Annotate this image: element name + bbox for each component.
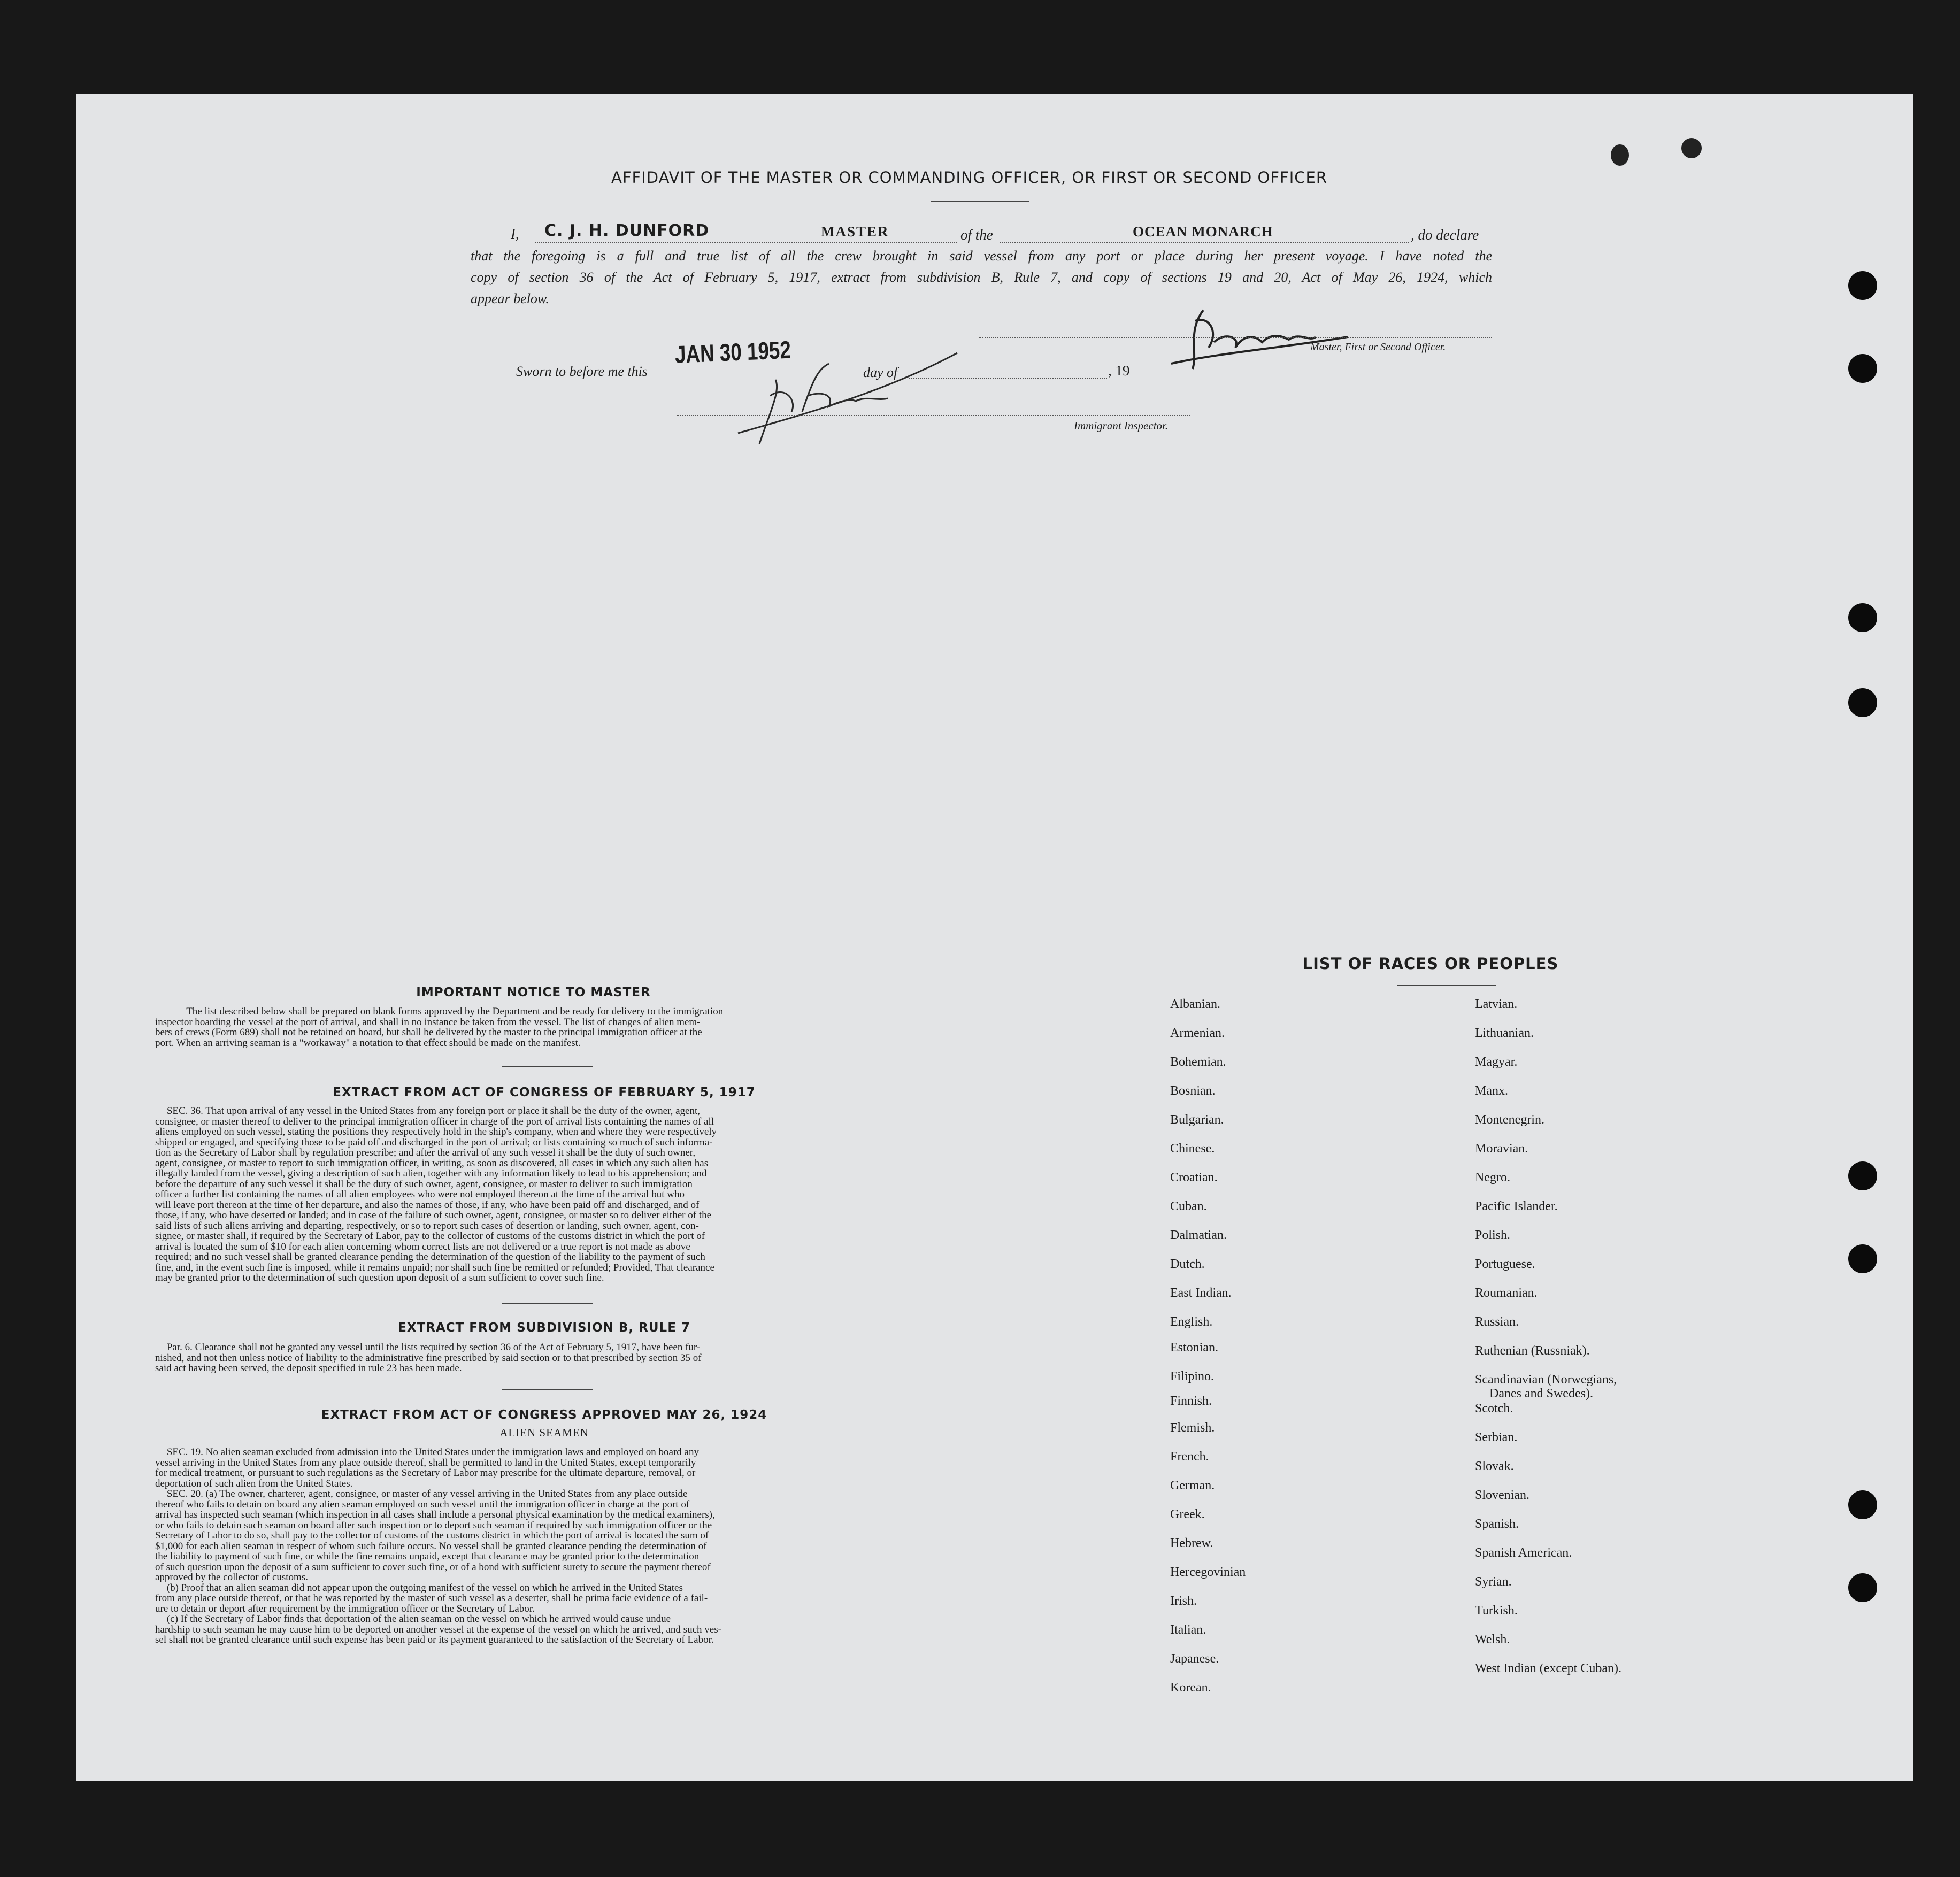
notice-line: port. When an arriving seaman is a "workaway" a notation to that effect should be made on the manifest.: [155, 1037, 581, 1049]
extract-1924-line: $1,000 for each alien seaman in respect of whom such failure occurs. No vessel shall be granted clearance pending the determination of: [155, 1540, 707, 1552]
race-item: Spanish.: [1475, 1517, 1519, 1531]
extract-1924-line: from any place outside thereof, or that he was reported by the master of such vessel as a deserter, shall be prima facie evidence of a fail-: [155, 1593, 708, 1604]
sworn-label: Sworn to before me this: [516, 364, 648, 379]
of-the-label: of the: [960, 227, 993, 243]
signature-line: [979, 337, 1492, 338]
race-item: Moravian.: [1475, 1142, 1528, 1156]
notice-text: [155, 1006, 933, 1048]
extract-1917-line: illegally landed from the vessel, giving a description of such alien, together with any information likely to lead to his apprehension; and: [155, 1168, 707, 1179]
race-item: Estonian.: [1170, 1341, 1218, 1355]
date-stamp: JAN 30 1952: [674, 335, 791, 368]
alien-seamen-subtitle: ALIEN SEAMEN: [499, 1426, 589, 1439]
extract-1924-line: (c) If the Secretary of Labor finds that deportation of the alien seaman on the vessel on which he arrived would cause undue: [166, 1613, 671, 1625]
race-item: Ruthenian (Russniak).: [1475, 1344, 1590, 1358]
notice-line: inspector boarding the vessel at the port of arrival, and shall in no instance be taken from the vessel. The list of changes of alien mem-: [155, 1016, 701, 1028]
race-item: Manx.: [1475, 1084, 1508, 1098]
punch-hole: [1848, 354, 1877, 383]
extract-1917-line: required; and no such vessel shall be granted clearance pending the determination of the question of the liability to the payment of such: [155, 1251, 705, 1263]
race-item: Bohemian.: [1170, 1055, 1226, 1069]
extract-1917-line: arrival is located the sum of $10 for each alien concerning whom correct lists are not delivered or a true report is not made as above: [155, 1241, 690, 1252]
extract-1917-line: before the departure of any such vessel it shall be the duty of such owner, agent, consignee, or master to deliver to such immigration: [155, 1178, 693, 1190]
race-item: Korean.: [1170, 1681, 1211, 1695]
extract-1917-line: may be granted prior to the determination of such question upon deposit of a sum sufficient to cover such fine.: [155, 1272, 604, 1283]
extract-1917-line: those, if any, who have deserted or landed; and in case of the failure of such owner, agent, consignee, or master so to deliver either of the: [155, 1210, 711, 1221]
race-item: Serbian.: [1475, 1430, 1518, 1444]
punch-hole: [1848, 1490, 1877, 1519]
extract-1924-line: the liability to payment of such fine, or while the fine remains unpaid, except that clearance may be granted prior to the determination: [155, 1551, 700, 1562]
punch-hole: [1848, 1244, 1877, 1273]
race-item: Magyar.: [1475, 1055, 1518, 1069]
title-rule: [931, 201, 1029, 202]
extract-1924-line: arrival has inspected such seaman (which inspection in all cases shall include a personal physical examination by the medical examiners),: [155, 1509, 715, 1520]
race-item: Scandinavian (Norwegians,: [1475, 1373, 1617, 1387]
race-item: Spanish American.: [1475, 1546, 1572, 1560]
affidavit-title: AFFIDAVIT OF THE MASTER OR COMMANDING OFFICER, OR FIRST OR SECOND OFFICER: [611, 168, 1327, 187]
rule-7-text: [155, 1342, 933, 1374]
punch-hole: [1848, 271, 1877, 300]
rank-value: MASTER: [821, 224, 889, 240]
race-item: Chinese.: [1170, 1142, 1215, 1156]
race-item: Armenian.: [1170, 1026, 1225, 1040]
race-item: Scotch.: [1475, 1402, 1513, 1416]
extract-1917-line: said lists of such aliens arriving and departing, respectively, or so to report such cases of desertion or landing, such owner, agent, con-: [155, 1220, 699, 1232]
section-rule: [502, 1303, 593, 1304]
extract-1917-line: aliens employed on such vessel, stating the positions they respectively hold in the ship's company, when and where they were respectively: [155, 1126, 717, 1137]
extract-1917-line: will leave port thereon at the time of her departure, and also the names of those, if any, who have been paid off and discharged, and of: [155, 1199, 700, 1211]
rule-7-title: EXTRACT FROM SUBDIVISION B, RULE 7: [398, 1321, 690, 1335]
section-rule: [502, 1389, 593, 1390]
extract-1917-line: consignee, or master thereof to deliver to the principal immigration officer in charge of the port of arrival lists containing the names of all: [155, 1116, 714, 1127]
race-item: Japanese.: [1170, 1652, 1219, 1666]
vessel-name-value: OCEAN MONARCH: [1133, 224, 1273, 240]
race-item: Lithuanian.: [1475, 1026, 1534, 1040]
extract-1924-line: for medical treatment, or pursuant to such regulations as the Secretary of Labor may prescribe for the ultimate departure, removal, or: [155, 1467, 696, 1479]
rule-7-line: said act having been served, the deposit specified in rule 23 has been made.: [155, 1363, 462, 1374]
race-item: Roumanian.: [1475, 1286, 1538, 1300]
race-item: East Indian.: [1170, 1286, 1232, 1300]
races-title: LIST OF RACES OR PEOPLES: [1302, 955, 1559, 973]
extract-1917-line: agent, consignee, or master to report to such immigration officer, in writing, as soon as discovered, all cases in which any such alien has: [155, 1157, 709, 1169]
race-item: Finnish.: [1170, 1394, 1212, 1408]
ink-spot: [1611, 144, 1629, 166]
extract-1917-text: [155, 1106, 933, 1283]
extract-1917-line: SEC. 36. That upon arrival of any vessel in the United States from any foreign port or place it shall be the duty of the owner, agent,: [166, 1105, 701, 1117]
race-item: Welsh.: [1475, 1633, 1510, 1647]
race-item: Portuguese.: [1475, 1257, 1535, 1271]
punch-hole: [1848, 688, 1877, 717]
race-item: Syrian.: [1475, 1575, 1512, 1589]
extract-1924-line: or who fails to detain such seaman on board after such inspection or to deport such seaman if required by such immigration officer or the: [155, 1519, 712, 1531]
race-item: Bosnian.: [1170, 1084, 1216, 1098]
race-item: Pacific Islander.: [1475, 1199, 1558, 1213]
notice-line: bers of crews (Form 689) shall not be retained on board, but shall be delivered by the master to the principal immigration officer at the: [155, 1027, 702, 1038]
extract-1924-text: [155, 1447, 933, 1645]
race-item: Filipino.: [1170, 1370, 1215, 1383]
signature-label: Master, First or Second Officer.: [1310, 341, 1446, 353]
race-item: Bulgarian.: [1170, 1113, 1224, 1127]
extract-1924-line: hardship to such seaman he may cause him to be deported on another vessel at the expense of the vessel on which he arrived, and such ves-: [155, 1624, 721, 1635]
race-item: Albanian.: [1170, 997, 1220, 1011]
race-item: Polish.: [1475, 1228, 1511, 1242]
race-item: Slovenian.: [1475, 1488, 1529, 1502]
section-rule: [502, 1066, 593, 1067]
race-item: Latvian.: [1475, 997, 1518, 1011]
race-item: French.: [1170, 1450, 1209, 1464]
extract-1917-line: signee, or master shall, if required by the Secretary of Labor, pay to the collector of customs of the customs district in which the port of: [155, 1230, 705, 1242]
extract-1924-line: SEC. 20. (a) The owner, charterer, agent, consignee, or master of any vessel arriving in the United States from any place outside: [166, 1488, 688, 1499]
extract-1924-line: SEC. 19. No alien seaman excluded from admission into the United States under the immigration laws and employed on board any: [166, 1447, 699, 1458]
day-of-label: day of: [863, 365, 898, 380]
rule-7-line: Par. 6. Clearance shall not be granted any vessel until the lists required by section 36 of the Act of February 5, 1917, have been fur-: [166, 1342, 701, 1353]
race-item: Croatian.: [1170, 1171, 1218, 1184]
race-item: Flemish.: [1170, 1421, 1215, 1435]
punch-hole: [1848, 1573, 1877, 1602]
punch-hole: [1848, 603, 1877, 632]
race-item: Hercegovinian: [1170, 1565, 1246, 1579]
race-item: Italian.: [1170, 1623, 1206, 1637]
race-item: Montenegrin.: [1475, 1113, 1544, 1127]
race-item: Slovak.: [1475, 1459, 1514, 1473]
race-item: Russian.: [1475, 1315, 1519, 1329]
affidavit-body-line-1: that the foregoing is a full and true list of all the crew brought in said vessel from any port or place during her present voyage. I have noted the: [471, 248, 1492, 264]
extract-1924-title: EXTRACT FROM ACT OF CONGRESS APPROVED MAY 26, 1924: [321, 1408, 767, 1422]
race-item: West Indian (except Cuban).: [1475, 1661, 1621, 1675]
race-item: Dutch.: [1170, 1257, 1205, 1271]
i-label: I,: [511, 226, 519, 242]
punch-hole: [1848, 1161, 1877, 1190]
extract-1924-line: (b) Proof that an alien seaman did not appear upon the outgoing manifest of the vessel on which he arrived in the United States: [166, 1582, 683, 1594]
affidavit-body-line-2: copy of section 36 of the Act of February 5, 1917, extract from subdivision B, Rule 7, and copy of sections 19 and 20, Act of May 26, 1924, which: [471, 270, 1492, 285]
race-item: Dalmatian.: [1170, 1228, 1227, 1242]
extract-1924-line: approved by the collector of customs.: [155, 1572, 308, 1583]
extract-1924-line: thereof who fails to detain on board any alien seaman employed on such vessel until the immigration officer in charge at the port of: [155, 1498, 690, 1510]
master-name-value: C. J. H. DUNFORD: [544, 221, 710, 240]
do-declare-label: , do declare: [1411, 227, 1479, 243]
race-item: Negro.: [1475, 1171, 1510, 1184]
extract-1924-line: ure to detain or deport after requirement by the immigration officer or the Secretary of Labor.: [155, 1603, 535, 1614]
extract-1924-line: deportation of such alien from the United States.: [155, 1478, 353, 1489]
race-item: English.: [1170, 1315, 1213, 1329]
rule-7-line: nished, and not then unless notice of liability to the administrative fine prescribed by said section or to that prescribed by section 35 of: [155, 1352, 702, 1364]
race-item: Irish.: [1170, 1594, 1197, 1608]
vessel-dotted-line: [1000, 242, 1409, 243]
notice-line: The list described below shall be prepared on blank forms approved by the Department and be ready for delivery to the immigration: [186, 1006, 724, 1017]
races-title-rule: [1397, 985, 1496, 986]
race-item: Danes and Swedes).: [1489, 1387, 1593, 1401]
ink-spot: [1681, 138, 1702, 158]
name-dotted-line: [535, 242, 957, 243]
notice-title: IMPORTANT NOTICE TO MASTER: [416, 986, 651, 999]
extract-1917-line: shipped or engaged, and specifying those to be paid off and discharged in the port of arrival; or lists containing so much of such informa-: [155, 1136, 713, 1148]
extract-1917-line: officer a further list containing the names of all alien employees who were not employed thereon at the time of the arrival but who: [155, 1189, 685, 1200]
extract-1924-line: of such question upon the deposit of a sum sufficient to cover such fine, or of a bond with sufficient surety to secure the payment thereof: [155, 1561, 711, 1573]
extract-1917-line: tion as the Secretary of Labor shall by regulation prescribe; and after the arrival of any such vessel it shall be the duty of such owner,: [155, 1147, 696, 1158]
race-item: Cuban.: [1170, 1199, 1207, 1213]
inspector-label: Immigrant Inspector.: [1074, 419, 1169, 432]
race-item: German.: [1170, 1479, 1215, 1493]
inspector-signature: [727, 348, 963, 455]
extract-1924-line: sel shall not be granted clearance until such expense has been paid or its payment guaranteed to the satisfaction of the Secretary of Labor.: [155, 1634, 714, 1645]
race-item: Turkish.: [1475, 1604, 1518, 1618]
extract-1917-title: EXTRACT FROM ACT OF CONGRESS OF FEBRUARY 5, 1917: [333, 1086, 756, 1099]
affidavit-body-line-3: appear below.: [471, 291, 549, 306]
extract-1924-line: Secretary of Labor to do so, shall pay to the collector of customs of the customs district in which the port of arrival is located the sum of: [155, 1530, 709, 1541]
extract-1917-line: fine, and, in the event such fine is imposed, while it remains unpaid; nor shall such fine be remitted or refunded; Provided, That clearance: [155, 1261, 714, 1273]
race-item: Greek.: [1170, 1507, 1205, 1521]
inspector-line: [677, 415, 1190, 416]
year-label: , 19: [1108, 363, 1130, 379]
race-item: Hebrew.: [1170, 1536, 1213, 1550]
extract-1924-line: vessel arriving in the United States from any place outside thereof, shall be permitted to land in the United States, except temporarily: [155, 1457, 696, 1468]
